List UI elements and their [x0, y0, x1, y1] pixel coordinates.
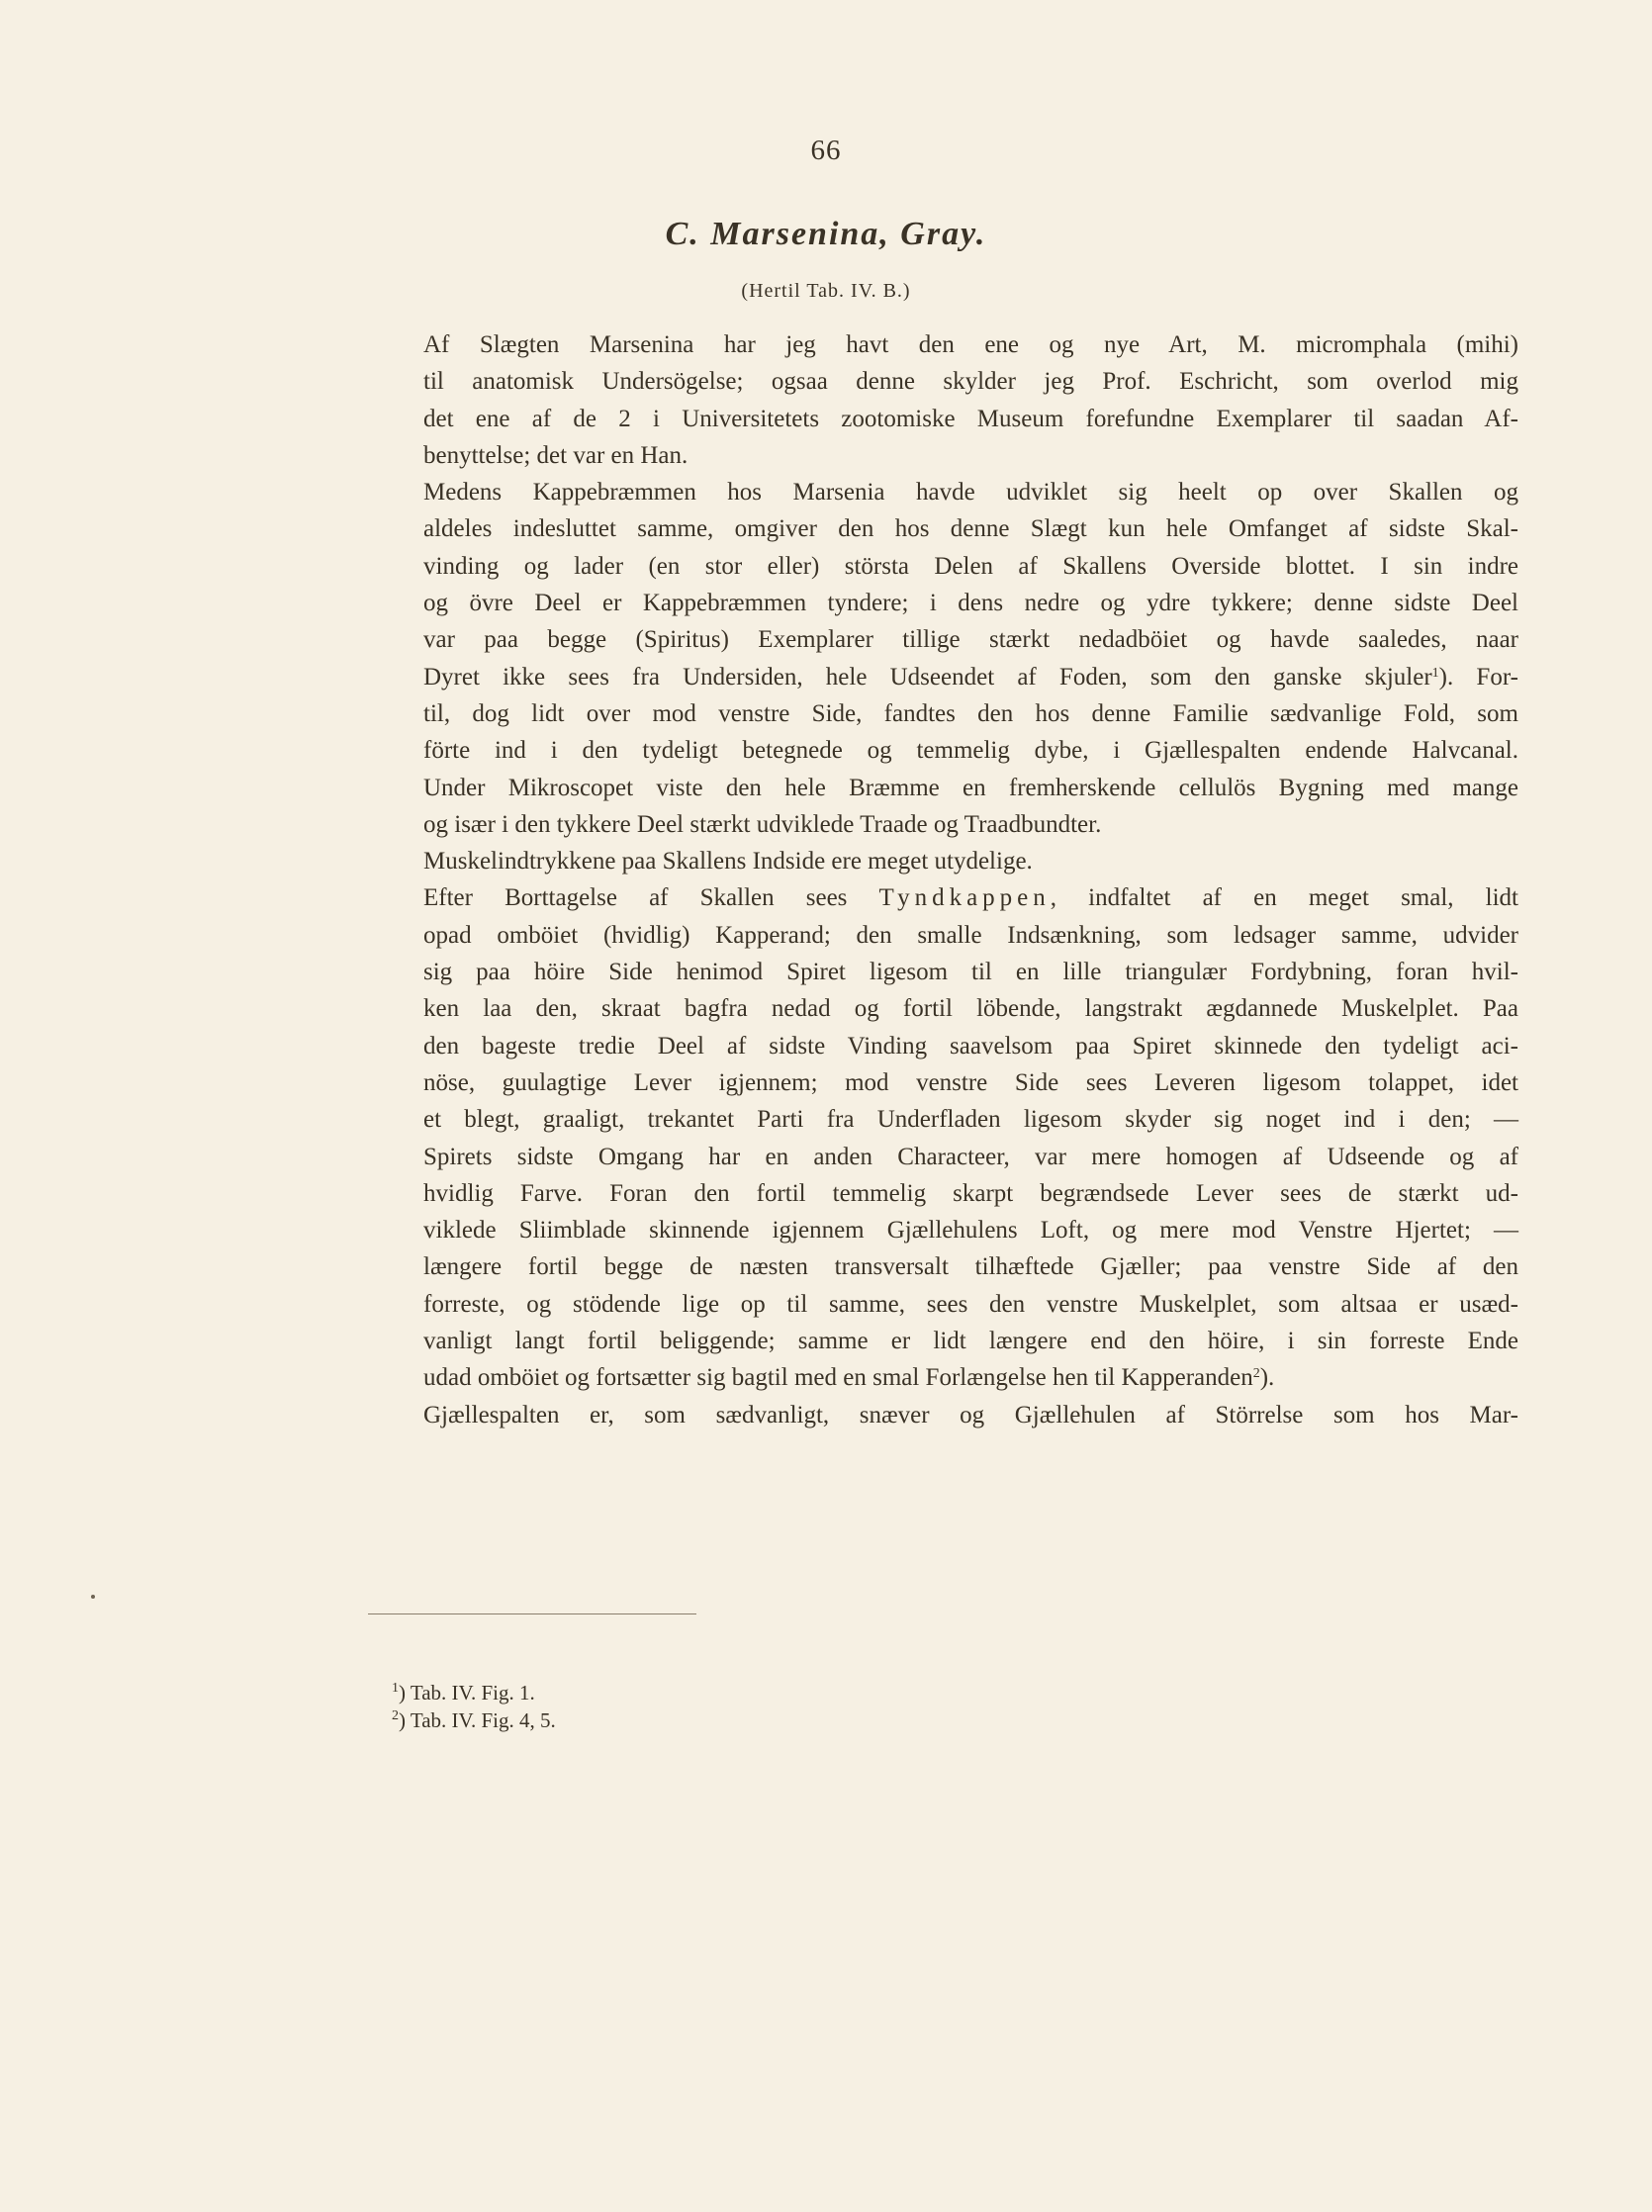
text-line: længere fortil begge de næsten transversalt tilhæftede Gjæller; paa venstre Side af den — [423, 1253, 1518, 1281]
footnote-rule — [368, 1613, 696, 1614]
text-line: viklede Sliimblade skinnende igjennem Gjællehulens Loft, og mere mod Venstre Hjertet; — — [423, 1217, 1518, 1244]
text-segment: ). For- — [1438, 663, 1518, 691]
text-line: og især i den tykkere Deel stærkt udviklede Traade og Traadbundter. — [423, 810, 1102, 838]
text-segment: Efter Borttagelse af Skallen sees — [423, 884, 848, 912]
text-line: Af Slægten Marsenina har jeg havt den ene og nye Art, M. micromphala (mihi) — [423, 331, 1518, 358]
text-segment: udad omböiet og fortsætter sig bagtil med en smal Forlængelse hen til Kapperanden — [423, 1364, 1253, 1392]
text-segment: ). — [1259, 1364, 1275, 1392]
text-line: vinding og lader (en stor eller) största Delen af Skallens Overside blottet. I sin indre — [423, 552, 1518, 580]
paragraph — [366, 474, 1518, 843]
emphasized-term: Tyndkappen — [878, 884, 1051, 912]
text-line: Gjællespalten er, som sædvanligt, snæver og Gjællehulen af Störrelse som hos Mar- — [423, 1401, 1518, 1429]
paragraph — [366, 1397, 1518, 1433]
text-line: aldeles indesluttet samme, omgiver den hos denne Slægt kun hele Omfanget af sidste Skal- — [423, 515, 1518, 543]
footnote-ref: 1 — [1431, 665, 1439, 681]
margin-mark — [91, 1595, 95, 1599]
text-line: sig paa höire Side henimod Spiret ligesom til en lille triangulær Fordybning, foran hvil- — [423, 959, 1518, 986]
paragraph — [366, 843, 1518, 879]
text-line: det ene af de 2 i Universitetets zootomiske Museum forefundne Exemplarer til saadan Af- — [423, 405, 1518, 432]
text-line: forreste, og stödende lige op til samme, sees den venstre Muskelplet, som altsaa er usæd- — [423, 1290, 1518, 1318]
text-line: benyttelse; det var en Han. — [423, 441, 688, 469]
text-segment: Dyret ikke sees fra Undersiden, hele Udseendet af Foden, som den ganske skjuler — [423, 663, 1432, 691]
footnotes — [392, 1679, 556, 1734]
page-number: 66 — [810, 135, 842, 166]
text-line: et blegt, graaligt, trekantet Parti fra Underfladen ligesom skyder sig noget ind i den; — — [423, 1106, 1518, 1134]
footnote-text: ) Tab. IV. Fig. 1. — [399, 1681, 535, 1705]
text-line: nöse, guulagtige Lever igjennem; mod venstre Side sees Leveren ligesom tolappet, idet — [423, 1068, 1518, 1096]
text-line: Muskelindtrykkene paa Skallens Indside ere meget utydelige. — [423, 848, 1033, 876]
text-line — [366, 1359, 1518, 1396]
text-line: Spirets sidste Omgang har en anden Characteer, var mere homogen af Udseende og af — [423, 1143, 1518, 1170]
footnote-mark: 2 — [392, 1708, 399, 1723]
text-segment: , indfaltet af en meget smal, lidt — [1050, 884, 1518, 912]
text-line: Under Mikroscopet viste den hele Bræmme en fremherskende cellulös Bygning med mange — [423, 774, 1518, 801]
footnote-text: ) Tab. IV. Fig. 4, 5. — [399, 1708, 556, 1732]
text-line — [366, 659, 1518, 695]
text-line: til, dog lidt over mod venstre Side, fandtes den hos denne Familie sædvanlige Fold, som — [423, 699, 1518, 727]
paragraph — [366, 879, 1518, 1396]
body-text — [366, 326, 1518, 1433]
paragraph — [366, 326, 1518, 474]
text-line: opad omböiet (hvidlig) Kapperand; den smalle Indsænkning, som ledsager samme, udvider — [423, 921, 1518, 949]
section-heading: C. Marsenina, Gray. — [665, 216, 987, 252]
footnote — [392, 1706, 556, 1734]
text-line — [366, 879, 1518, 916]
text-line: til anatomisk Undersögelse; ogsaa denne skylder jeg Prof. Eschricht, som overlod mig — [423, 368, 1518, 396]
footnote — [392, 1679, 556, 1706]
footnote-mark: 1 — [392, 1681, 399, 1696]
text-line: var paa begge (Spiritus) Exemplarer tillige stærkt nedadböiet og havde saaledes, naar — [423, 626, 1518, 654]
section-subheading: (Hertil Tab. IV. B.) — [741, 280, 911, 302]
footnote-ref: 2 — [1252, 1366, 1260, 1382]
text-line: hvidlig Farve. Foran den fortil temmelig skarpt begrændsede Lever sees de stærkt ud- — [423, 1179, 1518, 1207]
text-line: vanligt langt fortil beliggende; samme er lidt længere end den höire, i sin forreste Ende — [423, 1328, 1518, 1355]
text-line: den bageste tredie Deel af sidste Vinding saavelsom paa Spiret skinnede den tydeligt aci- — [423, 1032, 1518, 1060]
text-line: og övre Deel er Kappebræmmen tyndere; i dens nedre og ydre tykkere; denne sidste Deel — [423, 590, 1518, 617]
text-line: Medens Kappebræmmen hos Marsenia havde udviklet sig heelt op over Skallen og — [423, 479, 1518, 507]
text-line: förte ind i den tydeligt betegnede og temmelig dybe, i Gjællespalten endende Halvcanal. — [423, 737, 1518, 765]
text-line: ken laa den, skraat bagfra nedad og fortil löbende, langstrakt ægdannede Muskelplet. Paa — [423, 995, 1518, 1023]
